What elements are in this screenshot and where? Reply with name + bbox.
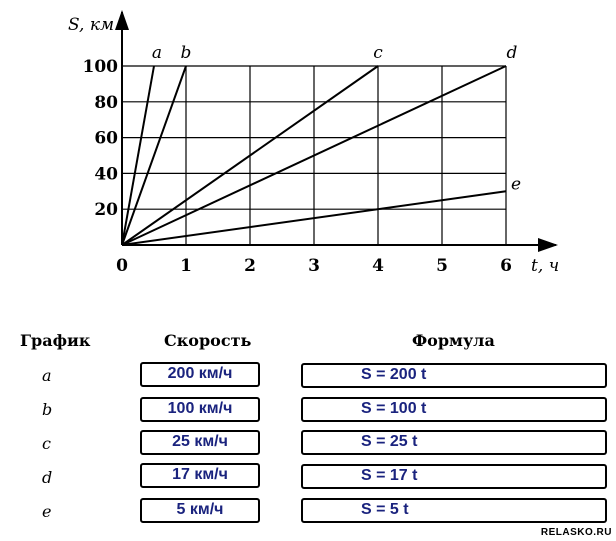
series-line-a — [122, 66, 154, 245]
y-axis-title: S, км — [68, 15, 115, 35]
y-tick-label: 80 — [94, 92, 118, 113]
row-label-b: b — [42, 400, 53, 419]
formula-field-e[interactable] — [301, 498, 607, 523]
row-label-d: d — [42, 468, 53, 487]
speed-value: 17 км/ч — [172, 466, 228, 483]
y-tick-label: 20 — [94, 200, 118, 221]
series-label-c: c — [373, 43, 383, 63]
formula-value: S = 200 t — [361, 366, 427, 383]
speed-value: 100 км/ч — [167, 400, 233, 417]
y-tick-label: 60 — [94, 128, 118, 149]
series-line-b — [122, 66, 186, 245]
speed-field-b[interactable] — [140, 397, 260, 422]
chart-ticks — [83, 57, 512, 276]
formula-value: S = 100 t — [361, 400, 427, 417]
header-formula: Формула — [412, 331, 495, 350]
watermark: RELASKO.RU — [540, 527, 612, 538]
row-label-a: a — [42, 366, 52, 385]
speed-value: 200 км/ч — [167, 365, 233, 382]
x-axis-title: t, ч — [531, 256, 560, 276]
x-tick-label: 4 — [372, 256, 384, 276]
x-tick-label: 3 — [308, 256, 320, 276]
y-tick-label: 100 — [82, 57, 118, 77]
x-tick-label: 0 — [116, 256, 128, 276]
formula-field-a[interactable] — [301, 363, 607, 388]
y-tick-label: 40 — [94, 164, 118, 185]
speed-field-e[interactable] — [140, 498, 260, 523]
series-label-b: b — [180, 43, 192, 63]
x-tick-label: 6 — [500, 256, 512, 276]
row-label-c: c — [42, 434, 51, 453]
header-speed: Скорость — [164, 331, 252, 350]
formula-field-c[interactable] — [301, 430, 607, 455]
x-tick-label: 2 — [244, 256, 256, 276]
series-label-d: d — [506, 43, 518, 63]
formula-field-d[interactable] — [301, 464, 607, 489]
row-label-e: e — [42, 502, 52, 521]
x-tick-label: 5 — [436, 256, 448, 276]
header-graph: График — [20, 331, 91, 350]
series-label-a: a — [151, 43, 163, 63]
speed-field-d[interactable] — [140, 463, 260, 488]
speed-value: 25 км/ч — [172, 433, 228, 450]
formula-value: S = 5 t — [361, 501, 409, 518]
formula-value: S = 17 t — [361, 467, 418, 484]
speed-value: 5 км/ч — [176, 501, 224, 518]
formula-field-b[interactable] — [301, 397, 607, 422]
speed-field-a[interactable] — [140, 362, 260, 387]
series-label-e: e — [510, 174, 522, 195]
formula-value: S = 25 t — [361, 433, 418, 450]
x-tick-label: 1 — [180, 256, 192, 276]
speed-field-c[interactable] — [140, 430, 260, 455]
